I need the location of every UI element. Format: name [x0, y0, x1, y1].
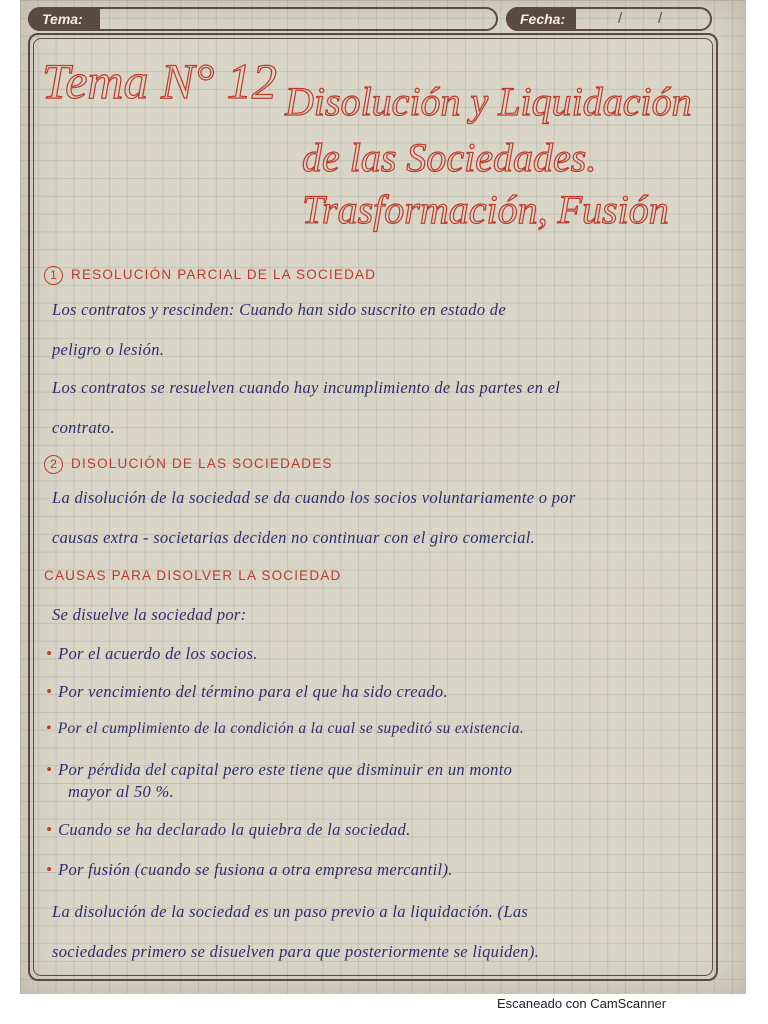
section-1-number: 1: [44, 266, 63, 285]
cause-item-3: • Por el cumplimiento de la condición a la cual se supeditó su existencia.: [46, 720, 525, 737]
section-2-line-1: La disolución de la sociedad se da cuando los socios voluntariamente o por: [52, 488, 576, 507]
bullet-icon: •: [46, 760, 53, 779]
section-1-heading: [44, 266, 376, 285]
tema-label: Tema:: [28, 7, 100, 31]
cause-item-6: • Por fusión (cuando se fusiona a otra empresa mercantil).: [46, 860, 453, 879]
section-2-heading-text: DISOLUCIÓN DE LAS SOCIEDADES: [71, 456, 333, 471]
section-1-line-4: contrato.: [52, 418, 115, 437]
cause-item-1: • Por el acuerdo de los socios.: [46, 644, 258, 663]
fecha-label: Fecha:: [506, 7, 576, 31]
closing-line-2: sociedades primero se disuelven para que posteriormente se liquiden).: [52, 942, 540, 961]
closing-line-1: La disolución de la sociedad es un paso previo a la liquidación. (Las: [52, 902, 529, 921]
cause-item-5: • Cuando se ha declarado la quiebra de la sociedad.: [46, 820, 411, 839]
section-1-line-3: Los contratos se resuelven cuando hay incumplimiento de las partes en el: [52, 378, 561, 397]
cause-item-2: • Por vencimiento del término para el que ha sido creado.: [46, 682, 448, 701]
title-line-3: Trasformación, Fusión: [302, 187, 669, 232]
section-2-line-2: causas extra - societarias deciden no continuar con el giro comercial.: [52, 528, 536, 547]
section-2-number: 2: [44, 455, 63, 474]
cause-item-4: • Por pérdida del capital pero este tiene que disminuir en un monto: [46, 760, 513, 779]
tema-field: [28, 7, 498, 31]
cause-item-4-continuation: mayor al 50 %.: [68, 782, 174, 801]
bullet-icon: •: [46, 682, 53, 701]
causes-intro: Se disuelve la sociedad por:: [52, 605, 247, 624]
title-line-2: de las Sociedades.: [302, 135, 597, 180]
bullet-icon: •: [46, 860, 53, 879]
section-2-heading: [44, 455, 333, 474]
date-slash-2: /: [658, 10, 663, 27]
section-1-line-2: peligro o lesión.: [52, 340, 165, 359]
date-slash-1: /: [618, 10, 623, 27]
causes-heading: CAUSAS PARA DISOLVER LA SOCIEDAD: [44, 568, 342, 583]
title-line-1: Disolución y Liquidación: [285, 79, 692, 124]
bullet-icon: •: [46, 820, 53, 839]
camscanner-watermark: Escaneado con CamScanner: [497, 996, 667, 1011]
bullet-icon: •: [46, 720, 52, 737]
section-1-heading-text: RESOLUCIÓN PARCIAL DE LA SOCIEDAD: [71, 267, 377, 282]
topic-number-title: Tema N° 12: [42, 53, 277, 109]
fecha-field: [506, 7, 712, 31]
bullet-icon: •: [46, 644, 53, 663]
notebook-page: [20, 0, 746, 994]
section-1-line-1: Los contratos y rescinden: Cuando han sido suscrito en estado de: [52, 300, 506, 319]
